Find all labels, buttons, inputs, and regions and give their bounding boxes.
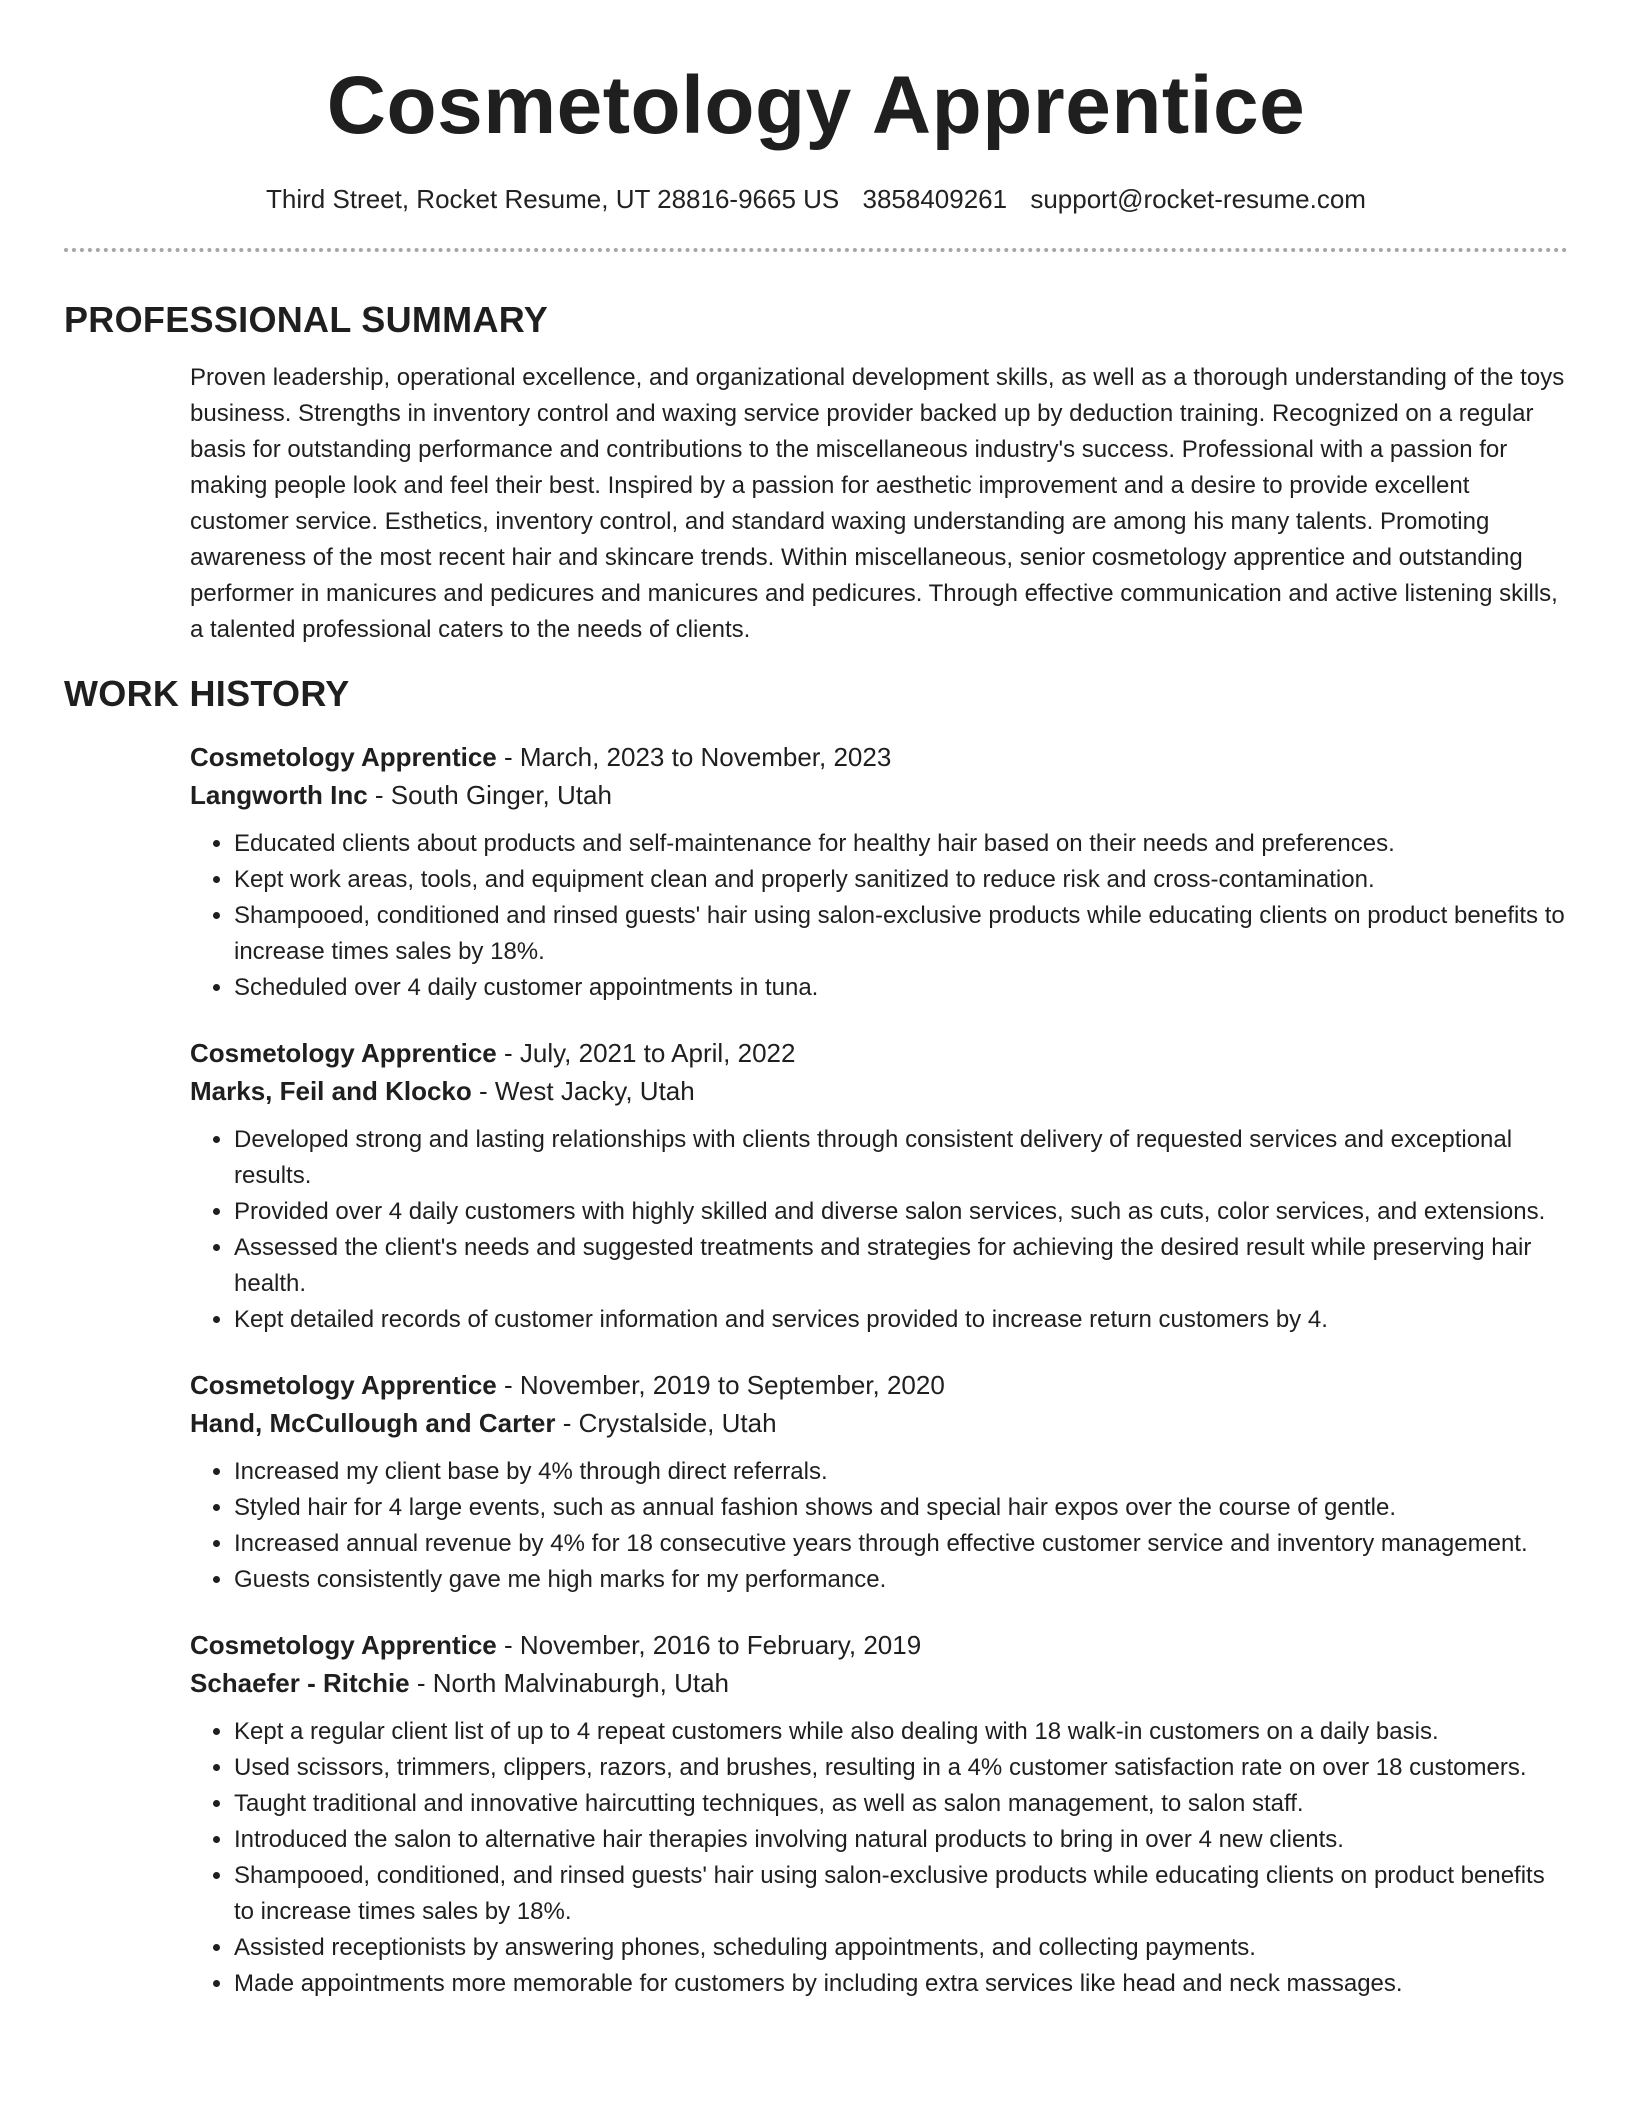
job-bullet: • Shampooed, conditioned, and rinsed guests' hair using salon-exclusive products while educating clients on product benefits to increase times sales by 18%. <box>234 1858 1568 1930</box>
job-title-line <box>190 1366 1568 1404</box>
contact-line <box>64 182 1568 216</box>
summary-text: Proven leadership, operational excellence, and organizational development skills, as well as a thorough understanding of the toys business. Strengths in inventory control and waxing service provider backed up by deduction training. Recognized on a regular basis for outstanding performance and contributions to the miscellaneous industry's success. Professional with a passion for making people look and feel their best. Inspired by a passion for aesthetic improvement and a desire to provide excellent customer service. Esthetics, inventory control, and standard waxing understanding are among his many talents. Promoting awareness of the most recent hair and skincare trends. Within miscellaneous, senior cosmetology apprentice and outstanding performer in manicures and pedicures and manicures and pedicures. Through effective communication and active listening skills, a talented professional caters to the needs of clients. <box>190 364 1565 643</box>
job-dates: - March, 2023 to November, 2023 <box>496 742 892 772</box>
job-company-line <box>190 1072 1568 1110</box>
job-location: - South Ginger, Utah <box>367 780 612 810</box>
header-divider <box>64 248 1568 252</box>
job-entry <box>190 1366 1568 1598</box>
job-bullet: • Kept a regular client list of up to 4 repeat customers while also dealing with 18 walk-in customers on a daily basis. <box>234 1714 1568 1750</box>
job-bullet: • Used scissors, trimmers, clippers, razors, and brushes, resulting in a 4% customer satisfaction rate on over 18 customers. <box>234 1750 1568 1786</box>
job-company: Marks, Feil and Klocko <box>190 1076 472 1106</box>
job-company: Schaefer - Ritchie <box>190 1668 410 1698</box>
summary-heading: PROFESSIONAL SUMMARY <box>64 299 549 340</box>
job-bullet: • Made appointments more memorable for customers by including extra services like head and neck massages. <box>234 1966 1568 2002</box>
work-history-heading: WORK HISTORY <box>64 673 350 714</box>
job-location: - North Malvinaburgh, Utah <box>409 1668 730 1698</box>
job-bullet: • Provided over 4 daily customers with highly skilled and diverse salon services, such as cuts, color services, and extensions. <box>234 1194 1568 1230</box>
contact-email: support@rocket-resume.com <box>1030 184 1366 214</box>
job-bullet: • Styled hair for 4 large events, such as annual fashion shows and special hair expos over the course of gentle. <box>234 1490 1568 1526</box>
job-title: Cosmetology Apprentice <box>190 1370 497 1400</box>
job-title: Cosmetology Apprentice <box>190 1038 497 1068</box>
job-entry <box>190 1034 1568 1338</box>
job-bullets <box>190 1454 1568 1598</box>
job-bullet: • Developed strong and lasting relationships with clients through consistent delivery of requested services and exceptional results. <box>234 1122 1568 1194</box>
job-bullet: • Scheduled over 4 daily customer appointments in tuna. <box>234 970 1568 1006</box>
job-company-line <box>190 776 1568 814</box>
contact-address: Third Street, Rocket Resume, UT 28816-9665 US <box>266 184 840 214</box>
job-location: - Crystalside, Utah <box>555 1408 777 1438</box>
job-company: Hand, McCullough and Carter <box>190 1408 556 1438</box>
job-dates: - July, 2021 to April, 2022 <box>496 1038 796 1068</box>
job-title-line <box>190 1626 1568 1664</box>
job-bullet: • Assisted receptionists by answering phones, scheduling appointments, and collecting payments. <box>234 1930 1568 1966</box>
job-title-line <box>190 738 1568 776</box>
job-bullets <box>190 826 1568 1006</box>
job-bullet: • Educated clients about products and self-maintenance for healthy hair based on their needs and preferences. <box>234 826 1568 862</box>
job-bullet: • Taught traditional and innovative haircutting techniques, as well as salon management, to salon staff. <box>234 1786 1568 1822</box>
job-dates: - November, 2019 to September, 2020 <box>496 1370 945 1400</box>
job-bullet: • Increased my client base by 4% through direct referrals. <box>234 1454 1568 1490</box>
job-company-line <box>190 1664 1568 1702</box>
job-title: Cosmetology Apprentice <box>190 1630 497 1660</box>
job-bullet: • Introduced the salon to alternative hair therapies involving natural products to bring in over 4 new clients. <box>234 1822 1568 1858</box>
job-bullet: • Assessed the client's needs and suggested treatments and strategies for achieving the desired result while preserving hair health. <box>234 1230 1568 1302</box>
job-bullet: • Guests consistently gave me high marks for my performance. <box>234 1562 1568 1598</box>
job-entry <box>190 1626 1568 2002</box>
contact-phone: 3858409261 <box>862 184 1008 214</box>
job-bullet: • Kept work areas, tools, and equipment clean and properly sanitized to reduce risk and cross-contamination. <box>234 862 1568 898</box>
job-bullet: • Kept detailed records of customer information and services provided to increase return customers by 4. <box>234 1302 1568 1338</box>
job-bullet: • Shampooed, conditioned and rinsed guests' hair using salon-exclusive products while educating clients on product benefits to increase times sales by 18%. <box>234 898 1568 970</box>
job-dates: - November, 2016 to February, 2019 <box>496 1630 922 1660</box>
job-bullets <box>190 1122 1568 1338</box>
job-title: Cosmetology Apprentice <box>190 742 497 772</box>
job-title-line <box>190 1034 1568 1072</box>
job-company-line <box>190 1404 1568 1442</box>
job-company: Langworth Inc <box>190 780 368 810</box>
job-entry <box>190 738 1568 1006</box>
job-location: - West Jacky, Utah <box>471 1076 695 1106</box>
job-bullet: • Increased annual revenue by 4% for 18 consecutive years through effective customer service and inventory management. <box>234 1526 1568 1562</box>
job-bullets <box>190 1714 1568 2002</box>
resume-name: Cosmetology Apprentice <box>326 60 1306 151</box>
